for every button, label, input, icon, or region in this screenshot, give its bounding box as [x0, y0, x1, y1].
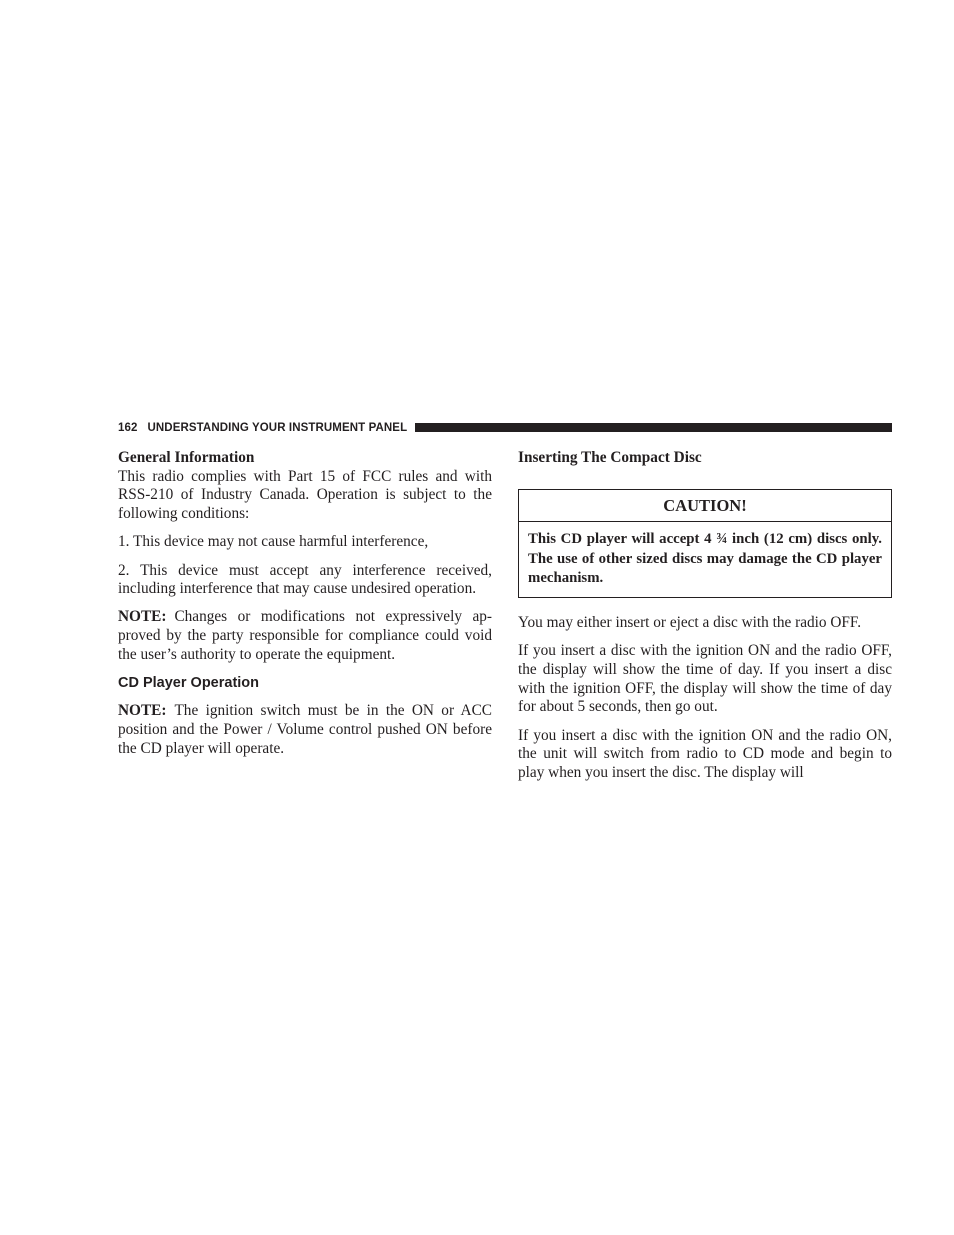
insert-para-2: If you insert a disc with the ignition ON and the radio OFF, the display will show the time of day. If you insert a disc with the ignition OFF, the display will show the time of day for about 5 seconds, then go out. [518, 642, 892, 716]
right-column [518, 449, 892, 792]
caution-text: This CD player will accept 4 ¾ inch (12 cm) discs only. The use of other sized discs may damage the CD player mechanism. [528, 531, 882, 586]
inserting-compact-disc-heading: Inserting The Compact Disc [518, 449, 702, 466]
page-number: 162 [118, 421, 138, 434]
note-label: NOTE: [118, 702, 167, 720]
note-modifications [118, 608, 492, 664]
left-column [118, 449, 492, 768]
caution-title: CAUTION! [519, 490, 891, 523]
caution-box [518, 489, 892, 598]
condition-1: 1. This device may not cause harmful interference, [118, 533, 429, 551]
note-label: NOTE: [118, 608, 167, 626]
cd-player-operation-heading: CD Player Operation [118, 675, 260, 692]
general-information-heading: General Information [118, 449, 255, 466]
note-ignition [118, 702, 492, 758]
header-rule [415, 423, 892, 432]
insert-para-1: You may either insert or eject a disc with the radio OFF. [518, 614, 862, 632]
note-text: Changes or modifications not expressively approved by the party responsible for compliance could void the user’s authority to operate the equipment. [118, 608, 492, 663]
insert-para-3: If you insert a disc with the ignition ON and the radio ON, the unit will switch from radio to CD mode and begin to play when you insert the disc. The display will [518, 726, 892, 781]
page-header [118, 420, 892, 435]
note-text: The ignition switch must be in the ON or ACC position and the Power / Volume control pushed ON before the CD player will operate. [118, 702, 492, 757]
condition-2: 2. This device must accept any interference received, including interference that may cause undesired operation. [118, 561, 492, 598]
section-title: UNDERSTANDING YOUR INSTRUMENT PANEL [147, 421, 408, 434]
general-information-text: This radio complies with Part 15 of FCC rules and with RSS-210 of Industry Canada. Operation is subject to the following conditions: [118, 467, 492, 523]
